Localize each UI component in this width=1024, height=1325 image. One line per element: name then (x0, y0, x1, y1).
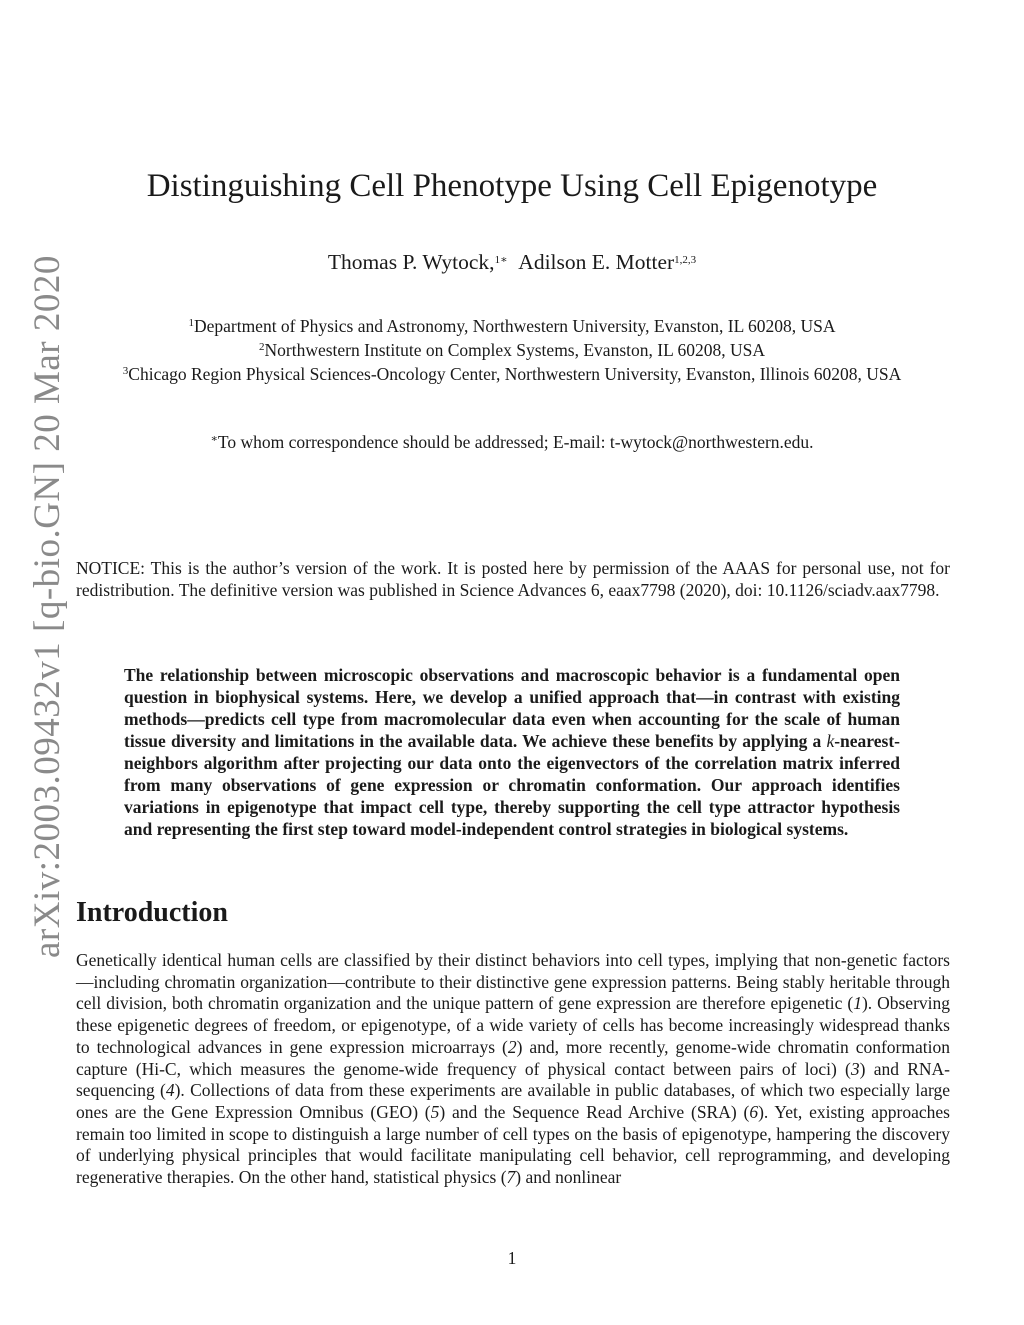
arxiv-identifier-stamp: arXiv:2003.09432v1 [q-bio.GN] 20 Mar 2020 (27, 255, 68, 958)
section-heading-introduction: Introduction (76, 897, 228, 928)
citation-ref: 6 (749, 1101, 759, 1122)
body-text: ) and nonlinear (515, 1167, 622, 1188)
affiliation-text: Department of Physics and Astronomy, Northwestern University, Evanston, IL 60208, USA (193, 316, 836, 336)
affiliation-mark: 3 (122, 365, 129, 377)
affiliation-mark: 2 (259, 341, 265, 353)
citation-ref: 3 (850, 1058, 860, 1079)
body-text: ). Observing these epigenetic degrees of freedom, or epigenotype, of a wide variety of cells has become increasingly widespread thanks to technological advances in gene expression microarrays ( (76, 993, 951, 1057)
body-text: Genetically identical human cells are classified by their distinct behaviors into cell types, implying that non-genetic factors—including chromatin organization—contribute to their distinctive gene expression patterns. Being stably heritable through cell division, both chromatin organization and the unique pattern of gene expression are therefore epigenetic ( (76, 950, 950, 1014)
correspondence-note (0, 430, 1024, 454)
author-name: Thomas P. Wytock, (327, 250, 495, 274)
citation-ref: 5 (430, 1101, 440, 1122)
affiliation-line (76, 338, 948, 362)
affiliation-mark: 1 (188, 317, 194, 329)
citation-ref: 7 (506, 1167, 516, 1188)
body-text: ). Yet, existing approaches remain too limited in scope to distinguish a large number of cell types on the basis of epigenotype, hampering the discovery of underlying physical principles that would facilitate manipulating cell behavior, cell reprogramming, and developing regenerative therapies. On the other hand, statistical physics ( (76, 1101, 950, 1188)
author-affiliation-mark: 1∗ (494, 254, 508, 266)
correspondence-text: To whom correspondence should be addressed; E-mail: t-wytock@northwestern.edu. (217, 432, 814, 452)
affiliation-text: Chicago Region Physical Sciences-Oncology Center, Northwestern University, Evanston, Illinois 60208, USA (128, 364, 902, 384)
author-affiliation-mark: 1,2,3 (674, 254, 697, 266)
correspondence-mark: ∗ (210, 433, 218, 445)
body-text: ). Collections of data from these experiments are available in public databases, of which two especially large ones are the Gene Expression Omnibus (GEO) ( (76, 1080, 950, 1122)
citation-ref: 2 (507, 1036, 517, 1057)
introduction-paragraph (76, 950, 950, 1189)
author-name: Adilson E. Motter (518, 250, 675, 274)
abstract-variable-k: k (826, 731, 835, 751)
abstract-text: The relationship between microscopic observations and macroscopic behavior is a fundamental open question in biophysical systems. Here, we develop a unified approach that—in contrast with existing methods—predicts cell type from macromolecular data even when accounting for the scale of human tissue diversity and limitations in the available data. We achieve these benefits by applying a (124, 665, 900, 751)
affiliation-text: Northwestern Institute on Complex Systems, Evanston, IL 60208, USA (264, 340, 765, 360)
body-text: ) and the Sequence Read Archive (SRA) ( (439, 1101, 750, 1122)
affiliation-line (76, 314, 948, 338)
body-text: ) and, more recently, genome-wide chromatin conformation capture (Hi-C, which measures the genome-wide frequency of physical contact between pairs of loci) ( (76, 1036, 950, 1079)
abstract (124, 664, 900, 840)
body-text: ) and RNA-sequencing ( (76, 1058, 950, 1101)
affiliation-line (76, 362, 948, 386)
paper-title: Distinguishing Cell Phenotype Using Cell Epigenotype (146, 168, 878, 204)
abstract-text: -nearest-neighbors algorithm after projecting our data onto the eigenvectors of the correlation matrix inferred from many observations of gene expression or chromatin conformation. Our approach identifies variations in epigenotype that impact cell type, thereby supporting the cell type attractor hypothesis and representing the first step toward model-independent control strategies in biological systems. (124, 731, 900, 839)
copyright-notice: NOTICE: This is the author’s version of the work. It is posted here by permission of the AAAS for personal use, not for redistribution. The definitive version was published in Science Advances 6, eaax7798 (2020), doi: 10.1126/sciadv.aax7798. (76, 558, 950, 600)
page-number: 1 (507, 1248, 517, 1268)
affiliations (76, 314, 948, 386)
author-list (0, 247, 1024, 277)
citation-ref: 4 (165, 1080, 175, 1101)
citation-ref: 1 (853, 993, 862, 1014)
